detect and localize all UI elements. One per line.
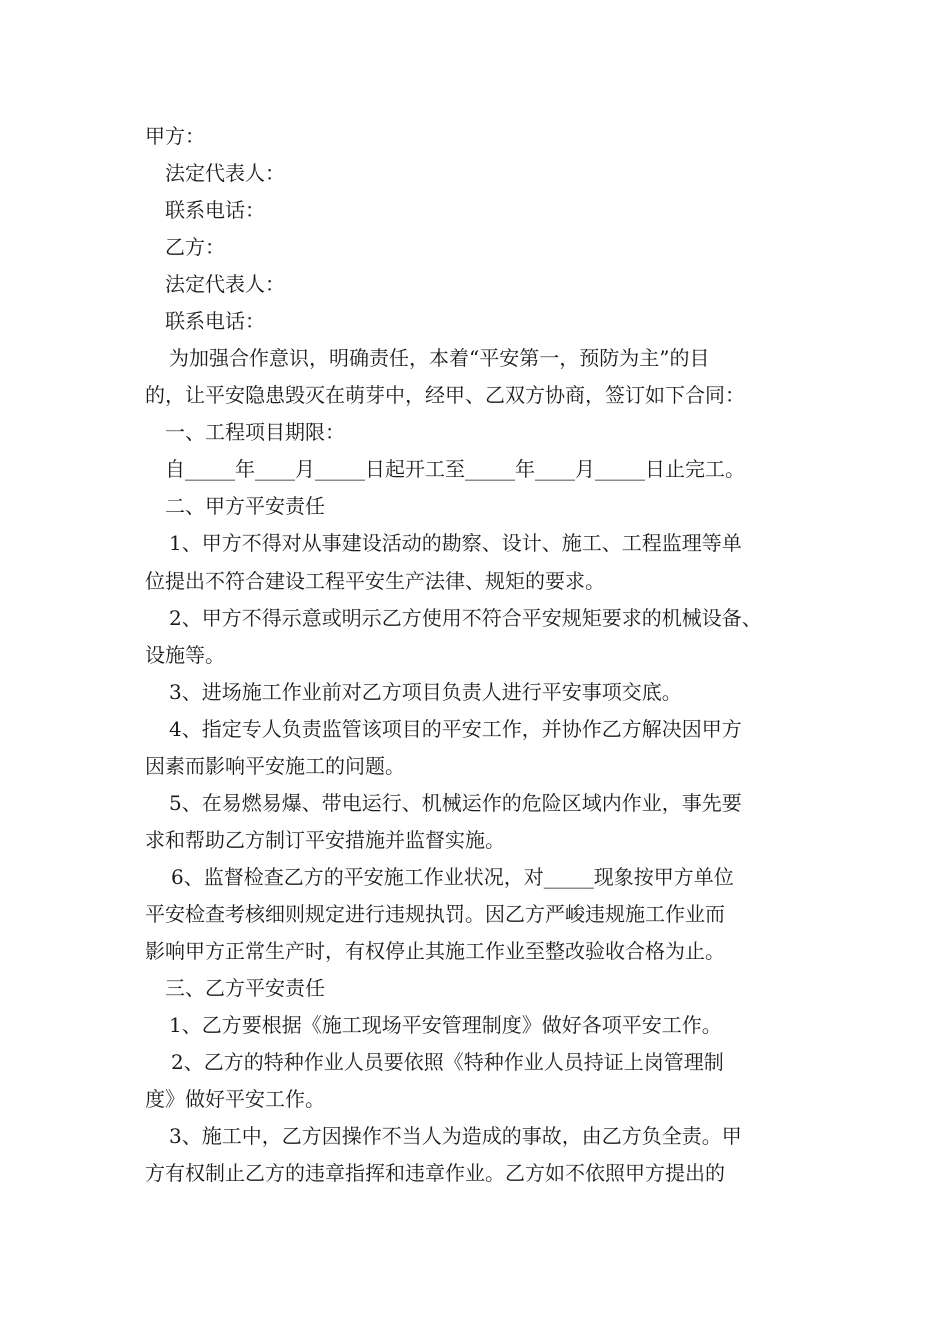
party-a-clause-6-line-3: 影响甲方正常生产时，有权停止其施工作业至整改验收合格为止。 [145, 939, 725, 963]
contract-document [145, 118, 820, 1192]
party-a-clause-5-line-1: 5、在易燃易爆、带电运行、机械运作的危险区域内作业，事先要 [169, 791, 742, 815]
party-a-clause-1-line-1: 1、甲方不得对从事建设活动的勘察、设计、施工、工程监理等单 [169, 531, 742, 555]
party-a-clause-3-line-1: 3、进场施工作业前对乙方项目负责人进行平安事项交底。 [169, 680, 682, 704]
party-a-clause-4-line-1: 4、指定专人负责监管该项目的平安工作，并协作乙方解决因甲方 [169, 717, 742, 741]
section-3-title: 三、乙方平安责任 [165, 976, 325, 1000]
party-b-phone: 联系电话： [165, 309, 265, 333]
party-a-clause-1-line-2: 位提出不符合建设工程平安生产法律、规矩的要求。 [145, 569, 605, 593]
section-1-title: 一、工程项目期限： [165, 420, 345, 444]
party-b-clause-3-line-1: 3、施工中，乙方因操作不当人为造成的事故，由乙方负全责。甲 [169, 1124, 742, 1148]
party-a-clause-6-line-2: 平安检查考核细则规定进行违规执罚。因乙方严峻违规施工作业而 [145, 902, 725, 926]
party-a-clause-5-line-2: 求和帮助乙方制订平安措施并监督实施。 [145, 828, 505, 852]
party-a-phone: 联系电话： [165, 198, 265, 222]
party-b-label: 乙方： [165, 235, 225, 259]
project-period-line: 自_____年____月_____日起开工至_____年____月_____日止完工。 [165, 457, 745, 481]
party-b-clause-2-line-1: 2、乙方的特种作业人员要依照《特种作业人员持证上岗管理制 [171, 1050, 724, 1074]
party-b-clause-1-line-1: 1、乙方要根据《施工现场平安管理制度》做好各项平安工作。 [169, 1013, 722, 1037]
intro-line-1: 为加强合作意识，明确责任，本着“平安第一，预防为主”的目 [169, 346, 710, 370]
party-a-clause-4-line-2: 因素而影响平安施工的问题。 [145, 754, 405, 778]
section-2-title: 二、甲方平安责任 [165, 494, 325, 518]
intro-line-2: 的，让平安隐患毁灭在萌芽中，经甲、乙双方协商，签订如下合同： [145, 383, 745, 407]
party-b-representative: 法定代表人： [165, 272, 285, 296]
party-b-clause-3-line-2: 方有权制止乙方的违章指挥和违章作业。乙方如不依照甲方提出的 [145, 1161, 725, 1185]
party-a-label: 甲方： [145, 124, 205, 148]
party-b-clause-2-line-2: 度》做好平安工作。 [145, 1087, 325, 1111]
party-a-representative: 法定代表人： [165, 161, 285, 185]
party-a-clause-2-line-1: 2、甲方不得示意或明示乙方使用不符合平安规矩要求的机械设备、 [169, 606, 762, 630]
party-a-clause-2-line-2: 设施等。 [145, 643, 225, 667]
party-a-clause-6-line-1: 6、监督检查乙方的平安施工作业状况，对_____现象按甲方单位 [171, 865, 734, 889]
